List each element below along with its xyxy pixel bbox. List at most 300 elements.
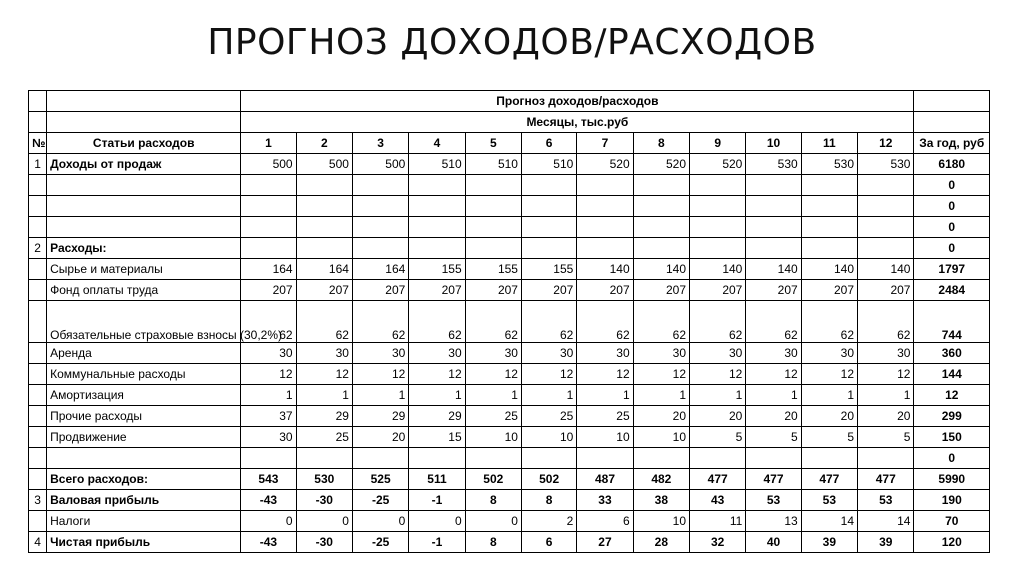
value-cell: 32: [690, 532, 746, 553]
year-total-cell: 150: [914, 427, 990, 448]
value-cell: 10: [465, 427, 521, 448]
header-spacer: [914, 112, 990, 133]
value-cell: 477: [690, 469, 746, 490]
table-row: [29, 490, 990, 511]
value-cell: 62: [409, 301, 465, 343]
value-cell: 12: [633, 364, 689, 385]
table-row: [29, 343, 990, 364]
value-cell: 53: [746, 490, 801, 511]
value-cell: 510: [465, 154, 521, 175]
value-cell: 30: [241, 427, 296, 448]
value-cell: 5: [858, 427, 914, 448]
value-cell: 164: [241, 259, 296, 280]
value-cell: [577, 217, 633, 238]
row-label: [47, 217, 241, 238]
value-cell: 207: [296, 280, 352, 301]
value-cell: 30: [241, 343, 296, 364]
value-cell: [352, 238, 408, 259]
value-cell: [352, 217, 408, 238]
value-cell: 164: [296, 259, 352, 280]
value-cell: [296, 175, 352, 196]
value-cell: 1: [409, 385, 465, 406]
value-cell: 53: [858, 490, 914, 511]
value-cell: 12: [801, 364, 857, 385]
row-number: [29, 427, 47, 448]
month-header: 3: [352, 133, 408, 154]
value-cell: 8: [465, 532, 521, 553]
value-cell: [746, 238, 801, 259]
value-cell: 0: [241, 511, 296, 532]
row-label: Фонд оплаты труда: [47, 280, 241, 301]
table-row: [29, 448, 990, 469]
row-number: [29, 406, 47, 427]
value-cell: [352, 175, 408, 196]
value-cell: 5: [801, 427, 857, 448]
value-cell: 38: [633, 490, 689, 511]
value-cell: [577, 238, 633, 259]
table-row: [29, 385, 990, 406]
row-number: [29, 385, 47, 406]
value-cell: 10: [633, 427, 689, 448]
row-number: [29, 469, 47, 490]
value-cell: 207: [577, 280, 633, 301]
value-cell: 12: [241, 364, 296, 385]
table-row: [29, 427, 990, 448]
value-cell: -1: [409, 490, 465, 511]
value-cell: 43: [690, 490, 746, 511]
value-cell: 30: [577, 343, 633, 364]
row-number: [29, 511, 47, 532]
row-label: Валовая прибыль: [47, 490, 241, 511]
row-number: [29, 175, 47, 196]
value-cell: 140: [801, 259, 857, 280]
month-header: 4: [409, 133, 465, 154]
year-total-cell: 190: [914, 490, 990, 511]
value-cell: 12: [521, 364, 576, 385]
row-label: [47, 448, 241, 469]
row-number: [29, 280, 47, 301]
value-cell: [746, 217, 801, 238]
value-cell: [241, 448, 296, 469]
year-total-cell: 12: [914, 385, 990, 406]
value-cell: -30: [296, 490, 352, 511]
value-cell: 1: [241, 385, 296, 406]
value-cell: 25: [577, 406, 633, 427]
year-total-cell: 70: [914, 511, 990, 532]
value-cell: 12: [296, 364, 352, 385]
year-total-cell: 0: [914, 217, 990, 238]
row-number: 2: [29, 238, 47, 259]
value-cell: -25: [352, 490, 408, 511]
value-cell: 62: [577, 301, 633, 343]
value-cell: 502: [521, 469, 576, 490]
table-row: [29, 406, 990, 427]
year-total-cell: 0: [914, 238, 990, 259]
row-label: Всего расходов:: [47, 469, 241, 490]
table-row: [29, 196, 990, 217]
value-cell: [241, 196, 296, 217]
corner-cell: [29, 91, 47, 112]
value-cell: [409, 196, 465, 217]
row-label: [47, 175, 241, 196]
value-cell: 11: [690, 511, 746, 532]
value-cell: [801, 217, 857, 238]
value-cell: 33: [577, 490, 633, 511]
value-cell: [465, 196, 521, 217]
value-cell: 30: [409, 343, 465, 364]
value-cell: [858, 238, 914, 259]
row-label: Чистая прибыль: [47, 532, 241, 553]
table-row: [29, 280, 990, 301]
value-cell: 500: [241, 154, 296, 175]
value-cell: 510: [409, 154, 465, 175]
value-cell: 39: [801, 532, 857, 553]
value-cell: [296, 238, 352, 259]
value-cell: 30: [690, 343, 746, 364]
value-cell: 62: [633, 301, 689, 343]
value-cell: 10: [633, 511, 689, 532]
value-cell: [633, 196, 689, 217]
corner-cell: [914, 91, 990, 112]
value-cell: [465, 175, 521, 196]
value-cell: 164: [352, 259, 408, 280]
table-row: [29, 469, 990, 490]
year-total-cell: 2484: [914, 280, 990, 301]
value-cell: [241, 217, 296, 238]
value-cell: [521, 196, 576, 217]
value-cell: 62: [521, 301, 576, 343]
value-cell: [801, 196, 857, 217]
value-cell: 1: [746, 385, 801, 406]
value-cell: [352, 196, 408, 217]
value-cell: 30: [296, 343, 352, 364]
year-total-cell: 6180: [914, 154, 990, 175]
value-cell: [633, 238, 689, 259]
year-total-cell: 299: [914, 406, 990, 427]
month-header: 1: [241, 133, 296, 154]
value-cell: 0: [409, 511, 465, 532]
value-cell: 0: [352, 511, 408, 532]
value-cell: 155: [521, 259, 576, 280]
month-header: 12: [858, 133, 914, 154]
forecast-table: [28, 90, 990, 553]
table-row: [29, 238, 990, 259]
value-cell: 140: [858, 259, 914, 280]
value-cell: [801, 175, 857, 196]
row-label: Продвижение: [47, 427, 241, 448]
value-cell: [801, 238, 857, 259]
value-cell: [690, 448, 746, 469]
value-cell: 62: [352, 301, 408, 343]
value-cell: 1: [690, 385, 746, 406]
table-row: [29, 532, 990, 553]
value-cell: 12: [352, 364, 408, 385]
value-cell: [409, 217, 465, 238]
value-cell: 29: [296, 406, 352, 427]
value-cell: 530: [858, 154, 914, 175]
value-cell: 155: [409, 259, 465, 280]
value-cell: 207: [746, 280, 801, 301]
value-cell: 1: [521, 385, 576, 406]
corner-cell: [47, 91, 241, 112]
row-number: 1: [29, 154, 47, 175]
value-cell: 511: [409, 469, 465, 490]
table-row: [29, 364, 990, 385]
value-cell: 62: [801, 301, 857, 343]
value-cell: -43: [241, 490, 296, 511]
value-cell: 1: [858, 385, 914, 406]
value-cell: 28: [633, 532, 689, 553]
table-row: [29, 217, 990, 238]
month-header: 10: [746, 133, 801, 154]
value-cell: 27: [577, 532, 633, 553]
row-label: Доходы от продаж: [47, 154, 241, 175]
value-cell: 20: [690, 406, 746, 427]
year-total-cell: 1797: [914, 259, 990, 280]
value-cell: 482: [633, 469, 689, 490]
value-cell: [858, 448, 914, 469]
value-cell: -1: [409, 532, 465, 553]
table-row: [29, 154, 990, 175]
value-cell: [746, 196, 801, 217]
month-header: 11: [801, 133, 857, 154]
value-cell: [858, 196, 914, 217]
value-cell: 502: [465, 469, 521, 490]
header-spacer: [29, 112, 47, 133]
year-total-cell: 360: [914, 343, 990, 364]
value-cell: [409, 238, 465, 259]
value-cell: 543: [241, 469, 296, 490]
value-cell: -25: [352, 532, 408, 553]
value-cell: [577, 448, 633, 469]
value-cell: 12: [690, 364, 746, 385]
value-cell: [521, 217, 576, 238]
year-total-cell: 0: [914, 175, 990, 196]
value-cell: 20: [801, 406, 857, 427]
year-total-cell: 744: [914, 301, 990, 343]
value-cell: [690, 175, 746, 196]
value-cell: [521, 175, 576, 196]
value-cell: 20: [352, 427, 408, 448]
year-total-cell: 0: [914, 448, 990, 469]
value-cell: 477: [746, 469, 801, 490]
month-header: 8: [633, 133, 689, 154]
value-cell: [577, 196, 633, 217]
row-number: [29, 259, 47, 280]
value-cell: 30: [521, 343, 576, 364]
value-cell: 207: [352, 280, 408, 301]
value-cell: 14: [801, 511, 857, 532]
value-cell: 510: [521, 154, 576, 175]
value-cell: 10: [521, 427, 576, 448]
value-cell: [633, 217, 689, 238]
value-cell: 53: [801, 490, 857, 511]
value-cell: 20: [746, 406, 801, 427]
year-total-cell: 0: [914, 196, 990, 217]
value-cell: 20: [858, 406, 914, 427]
table-row: [29, 259, 990, 280]
value-cell: 29: [409, 406, 465, 427]
value-cell: 500: [296, 154, 352, 175]
value-cell: 8: [521, 490, 576, 511]
header-spacer: [47, 112, 241, 133]
value-cell: 62: [465, 301, 521, 343]
value-cell: 30: [801, 343, 857, 364]
year-total-cell: 144: [914, 364, 990, 385]
value-cell: 520: [633, 154, 689, 175]
value-cell: -43: [241, 532, 296, 553]
value-cell: 62: [858, 301, 914, 343]
value-cell: 10: [577, 427, 633, 448]
row-number: [29, 343, 47, 364]
value-cell: [633, 448, 689, 469]
value-cell: 207: [409, 280, 465, 301]
value-cell: 40: [746, 532, 801, 553]
row-number: [29, 301, 47, 343]
value-cell: 30: [633, 343, 689, 364]
value-cell: 155: [465, 259, 521, 280]
year-total-cell: 120: [914, 532, 990, 553]
value-cell: 207: [690, 280, 746, 301]
item-header: Статьи расходов: [47, 133, 241, 154]
value-cell: [521, 238, 576, 259]
row-label: Обязательные страховые взносы (30,2%): [47, 301, 241, 343]
month-header: 7: [577, 133, 633, 154]
value-cell: 1: [577, 385, 633, 406]
value-cell: 20: [633, 406, 689, 427]
value-cell: 15: [409, 427, 465, 448]
value-cell: [465, 217, 521, 238]
row-number: 3: [29, 490, 47, 511]
value-cell: 207: [465, 280, 521, 301]
value-cell: 140: [690, 259, 746, 280]
value-cell: 1: [633, 385, 689, 406]
num-header: №: [29, 133, 47, 154]
value-cell: 6: [577, 511, 633, 532]
value-cell: 207: [241, 280, 296, 301]
value-cell: [690, 196, 746, 217]
slide-title: ПРОГНОЗ ДОХОДОВ/РАСХОДОВ: [207, 22, 817, 63]
value-cell: [746, 448, 801, 469]
value-cell: [409, 175, 465, 196]
row-number: [29, 217, 47, 238]
value-cell: 477: [801, 469, 857, 490]
value-cell: [465, 238, 521, 259]
row-label: Сырье и материалы: [47, 259, 241, 280]
value-cell: 525: [352, 469, 408, 490]
value-cell: 12: [577, 364, 633, 385]
value-cell: 5: [690, 427, 746, 448]
value-cell: 12: [858, 364, 914, 385]
value-cell: 2: [521, 511, 576, 532]
value-cell: 140: [577, 259, 633, 280]
year-total-header: За год, руб: [914, 133, 990, 154]
value-cell: 12: [465, 364, 521, 385]
value-cell: 140: [633, 259, 689, 280]
value-cell: 13: [746, 511, 801, 532]
row-label: Налоги: [47, 511, 241, 532]
month-header: 9: [690, 133, 746, 154]
value-cell: 25: [521, 406, 576, 427]
row-label: Коммунальные расходы: [47, 364, 241, 385]
row-label: Аренда: [47, 343, 241, 364]
value-cell: 140: [746, 259, 801, 280]
table-row: [29, 511, 990, 532]
value-cell: [801, 448, 857, 469]
value-cell: 14: [858, 511, 914, 532]
value-cell: 29: [352, 406, 408, 427]
months-header: Месяцы, тыс.руб: [241, 112, 914, 133]
table-title: Прогноз доходов/расходов: [241, 91, 914, 112]
value-cell: 1: [801, 385, 857, 406]
value-cell: [858, 175, 914, 196]
value-cell: 500: [352, 154, 408, 175]
value-cell: 12: [746, 364, 801, 385]
month-header: 5: [465, 133, 521, 154]
value-cell: 30: [858, 343, 914, 364]
value-cell: 530: [746, 154, 801, 175]
row-number: [29, 364, 47, 385]
value-cell: [296, 196, 352, 217]
value-cell: 5: [746, 427, 801, 448]
row-number: [29, 448, 47, 469]
table-row: [29, 175, 990, 196]
value-cell: 6: [521, 532, 576, 553]
value-cell: 207: [801, 280, 857, 301]
row-label: Прочие расходы: [47, 406, 241, 427]
month-header: 2: [296, 133, 352, 154]
value-cell: [352, 448, 408, 469]
value-cell: 25: [296, 427, 352, 448]
value-cell: 12: [409, 364, 465, 385]
year-total-cell: 5990: [914, 469, 990, 490]
row-label: [47, 196, 241, 217]
value-cell: [690, 238, 746, 259]
value-cell: [858, 217, 914, 238]
value-cell: [577, 175, 633, 196]
value-cell: 62: [241, 301, 296, 343]
row-number: 4: [29, 532, 47, 553]
value-cell: 520: [690, 154, 746, 175]
row-label: Расходы:: [47, 238, 241, 259]
value-cell: [241, 175, 296, 196]
value-cell: 207: [858, 280, 914, 301]
value-cell: [296, 217, 352, 238]
value-cell: [241, 238, 296, 259]
value-cell: -30: [296, 532, 352, 553]
value-cell: 39: [858, 532, 914, 553]
row-number: [29, 196, 47, 217]
value-cell: 30: [352, 343, 408, 364]
value-cell: 8: [465, 490, 521, 511]
value-cell: [409, 448, 465, 469]
value-cell: [633, 175, 689, 196]
value-cell: 477: [858, 469, 914, 490]
value-cell: 37: [241, 406, 296, 427]
value-cell: 487: [577, 469, 633, 490]
value-cell: 207: [633, 280, 689, 301]
value-cell: [521, 448, 576, 469]
value-cell: 530: [801, 154, 857, 175]
value-cell: 30: [465, 343, 521, 364]
table-row: [29, 301, 990, 343]
value-cell: 1: [465, 385, 521, 406]
value-cell: 62: [690, 301, 746, 343]
value-cell: 520: [577, 154, 633, 175]
value-cell: 62: [296, 301, 352, 343]
value-cell: [746, 175, 801, 196]
month-header: 6: [521, 133, 576, 154]
